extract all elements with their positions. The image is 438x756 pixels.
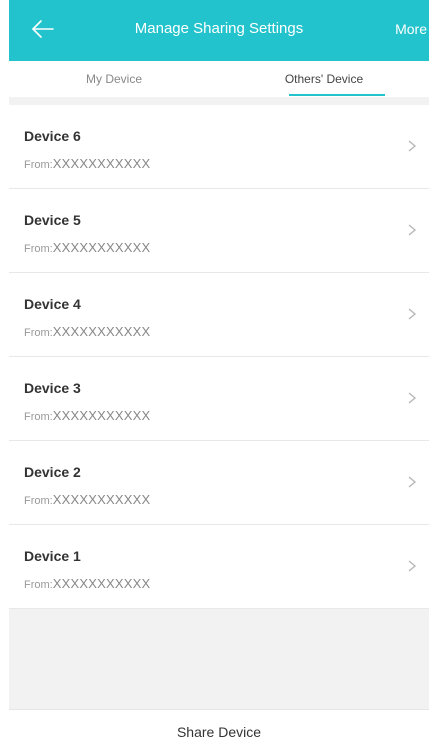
device-from (24, 576, 150, 591)
active-tab-indicator (289, 94, 385, 96)
tab-bar (9, 61, 429, 97)
list-item[interactable] (9, 189, 429, 273)
from-label: From: (24, 327, 53, 339)
from-label: From: (24, 411, 53, 423)
device-list (9, 105, 429, 609)
chevron-right-icon (407, 223, 417, 237)
device-name: Device 3 (24, 380, 81, 396)
from-label: From: (24, 159, 53, 171)
page-title: Manage Sharing Settings (134, 20, 304, 37)
list-item[interactable] (9, 105, 429, 189)
from-value: XXXXXXXXXXX (52, 240, 151, 255)
device-from (24, 492, 150, 507)
chevron-right-icon (407, 475, 417, 489)
chevron-right-icon (407, 307, 417, 321)
device-from (24, 324, 150, 339)
from-value: XXXXXXXXXXX (52, 492, 151, 507)
arrow-left-icon (29, 17, 57, 41)
back-button[interactable] (29, 17, 57, 41)
device-from (24, 408, 150, 423)
chevron-right-icon (407, 139, 417, 153)
device-name: Device 5 (24, 212, 81, 228)
from-value: XXXXXXXXXXX (52, 324, 151, 339)
from-label: From: (24, 495, 53, 507)
tab-others-device[interactable]: Others' Device (284, 72, 364, 86)
device-from (24, 240, 150, 255)
device-list-area (9, 97, 429, 709)
list-item[interactable] (9, 441, 429, 525)
device-name: Device 2 (24, 464, 81, 480)
list-item[interactable] (9, 525, 429, 609)
more-button[interactable]: More (395, 21, 427, 37)
from-value: XXXXXXXXXXX (52, 408, 151, 423)
device-name: Device 6 (24, 128, 81, 144)
chevron-right-icon (407, 391, 417, 405)
share-device-button[interactable]: Share Device (176, 724, 262, 740)
from-label: From: (24, 579, 53, 591)
app-header (9, 0, 429, 61)
list-item[interactable] (9, 357, 429, 441)
from-value: XXXXXXXXXXX (52, 576, 151, 591)
footer-bar (9, 709, 429, 756)
device-from (24, 156, 150, 171)
device-name: Device 4 (24, 296, 81, 312)
device-name: Device 1 (24, 548, 81, 564)
from-label: From: (24, 243, 53, 255)
list-item[interactable] (9, 273, 429, 357)
chevron-right-icon (407, 559, 417, 573)
from-value: XXXXXXXXXXX (52, 156, 151, 171)
tab-my-device[interactable]: My Device (85, 72, 142, 86)
